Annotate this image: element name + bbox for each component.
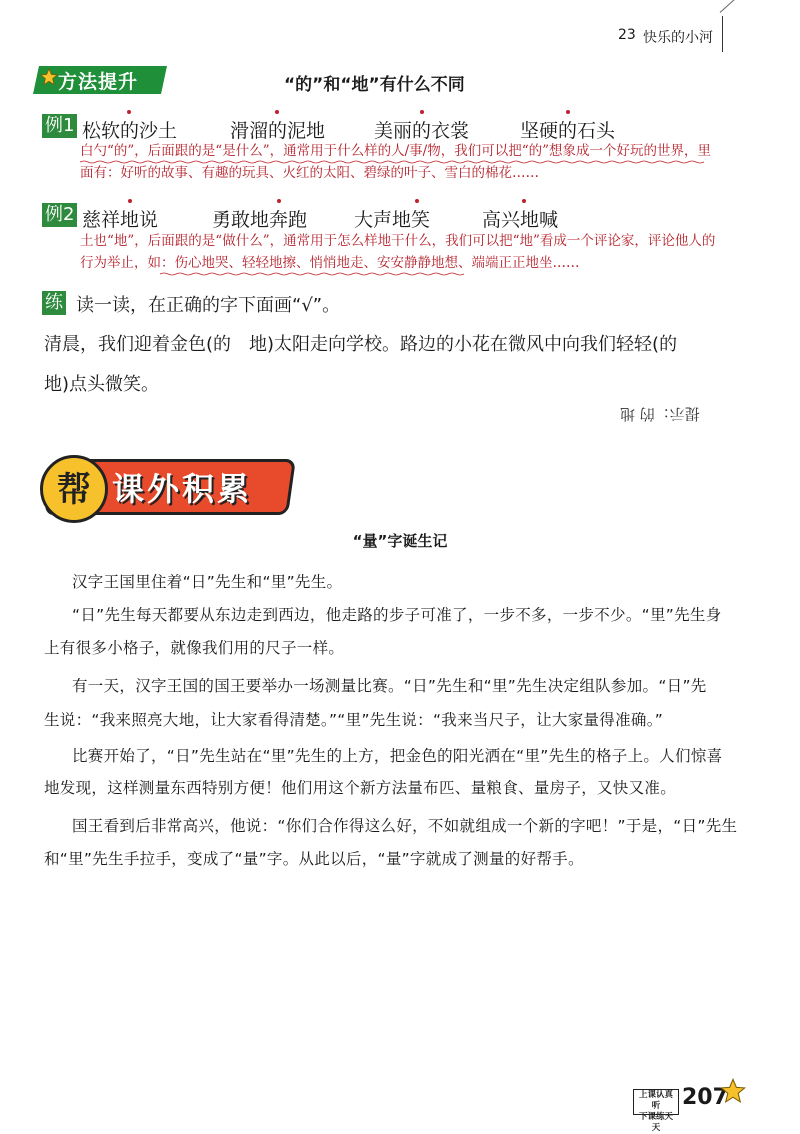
example2-phrase: 慈祥地说 [82, 209, 159, 231]
emphasis-dot [277, 199, 281, 203]
example1-label-text: 例1 [42, 114, 77, 138]
example2-label-text: 例2 [42, 203, 77, 227]
footer-slogan-line1: 上课认真听 [638, 1090, 673, 1111]
emphasis-dot [127, 110, 131, 114]
story-line: 生说：“我来照亮大地，让大家看得清楚。”“里”先生说：“我来当尺子，让大家量得准确。” [44, 711, 664, 729]
banner-badge-char: 帮 [57, 470, 91, 510]
emphasis-dot [566, 110, 570, 114]
story-line: 国王看到后非常高兴，他说：“你们合作得这么好，不如就组成一个新的字吧！”于是，“日”先生 [72, 817, 738, 835]
lesson-number: 23 [618, 27, 636, 43]
exercise-line1: 清晨，我们迎着金色(的 地)太阳走向学校。路边的小花在微风中向我们轻轻(的 [44, 334, 678, 355]
exercise-instruction: 读一读，在正确的字下面画“√”。 [76, 295, 341, 316]
emphasis-dot [415, 199, 419, 203]
story-line: 比赛开始了，“日”先生站在“里”先生的上方，把金色的阳光洒在“里”先生的格子上。人们惊喜 [72, 747, 723, 765]
example2-phrase: 大声地笑 [354, 209, 431, 231]
story-line: 地发现，这样测量东西特别方便！他们用这个新方法量布匹、量粮食、量房子，又快又准。 [44, 779, 677, 797]
example1-wavy-underline [80, 160, 710, 164]
example1-phrases [0, 116, 800, 142]
exercise-answer-inverted: 提示：的 地 [620, 405, 700, 423]
footer-slogan-line2: 下课练天天 [638, 1112, 673, 1133]
story-line: 有一天，汉字王国的国王要举办一场测量比赛。“日”先生和“里”先生决定组队参加。“日”先 [72, 677, 707, 695]
emphasis-dot [522, 199, 526, 203]
example2-phrase: 高兴地喊 [482, 209, 559, 231]
example2-phrase: 勇敢地奔跑 [212, 209, 308, 231]
story-line: “日”先生每天都要从东边走到西边，他走路的步子可准了，一步不多，一步不少。“里”先生身 [72, 606, 722, 624]
story-line: 上有很多小格子，就像我们用的尺子一样。 [44, 639, 345, 657]
emphasis-dot [128, 199, 132, 203]
example1-phrase: 坚硬的石头 [520, 120, 616, 142]
emphasis-dot [420, 110, 424, 114]
exercise-label: 练 [42, 291, 66, 315]
header-corner-line [720, 0, 755, 13]
exercise-line2: 地)点头微笑。 [44, 374, 160, 395]
star-icon [40, 68, 58, 86]
banner-title: 课外积累 [112, 470, 253, 508]
example1-note-line1: 白勺“的”，后面跟的是“是什么”，通常用于什么样的人/事/物，我们可以把“的”想象成一个好玩的世界，里 [80, 143, 712, 159]
method-badge: 方法提升 [58, 71, 139, 93]
header-divider [722, 16, 723, 52]
example1-note-line2: 面有：好听的故事、有趣的玩具、火红的太阳、碧绿的叶子、雪白的棉花…… [80, 165, 539, 181]
example2-note-line2: 行为举止，如：伤心地哭、轻轻地擦、悄悄地走、安安静静地想、端端正正地坐…… [80, 255, 580, 271]
example1-phrase: 美丽的衣裳 [374, 120, 470, 142]
example2-phrases [0, 205, 800, 231]
section-title: “的”和“地”有什么不同 [284, 75, 465, 95]
mascot-star-icon [720, 1078, 746, 1104]
example2-wavy-underline [160, 272, 470, 276]
example1-phrase: 松软的沙土 [82, 120, 178, 142]
footer-slogan [635, 1090, 677, 1134]
story-line: 汉字王国里住着“日”先生和“里”先生。 [72, 573, 343, 591]
lesson-title: 快乐的小河 [643, 30, 713, 46]
story-title: “量”字诞生记 [352, 532, 448, 550]
emphasis-dot [275, 110, 279, 114]
page-number: 207 [682, 1085, 728, 1110]
example1-phrase: 滑溜的泥地 [230, 120, 326, 142]
example2-note-line1: 土也“地”，后面跟的是“做什么”，通常用于怎么样地干什么，我们可以把“地”看成一个评论家，评论他人的 [80, 233, 716, 249]
story-line: 和“里”先生手拉手，变成了“量”字。从此以后，“量”字就成了测量的好帮手。 [44, 850, 584, 868]
